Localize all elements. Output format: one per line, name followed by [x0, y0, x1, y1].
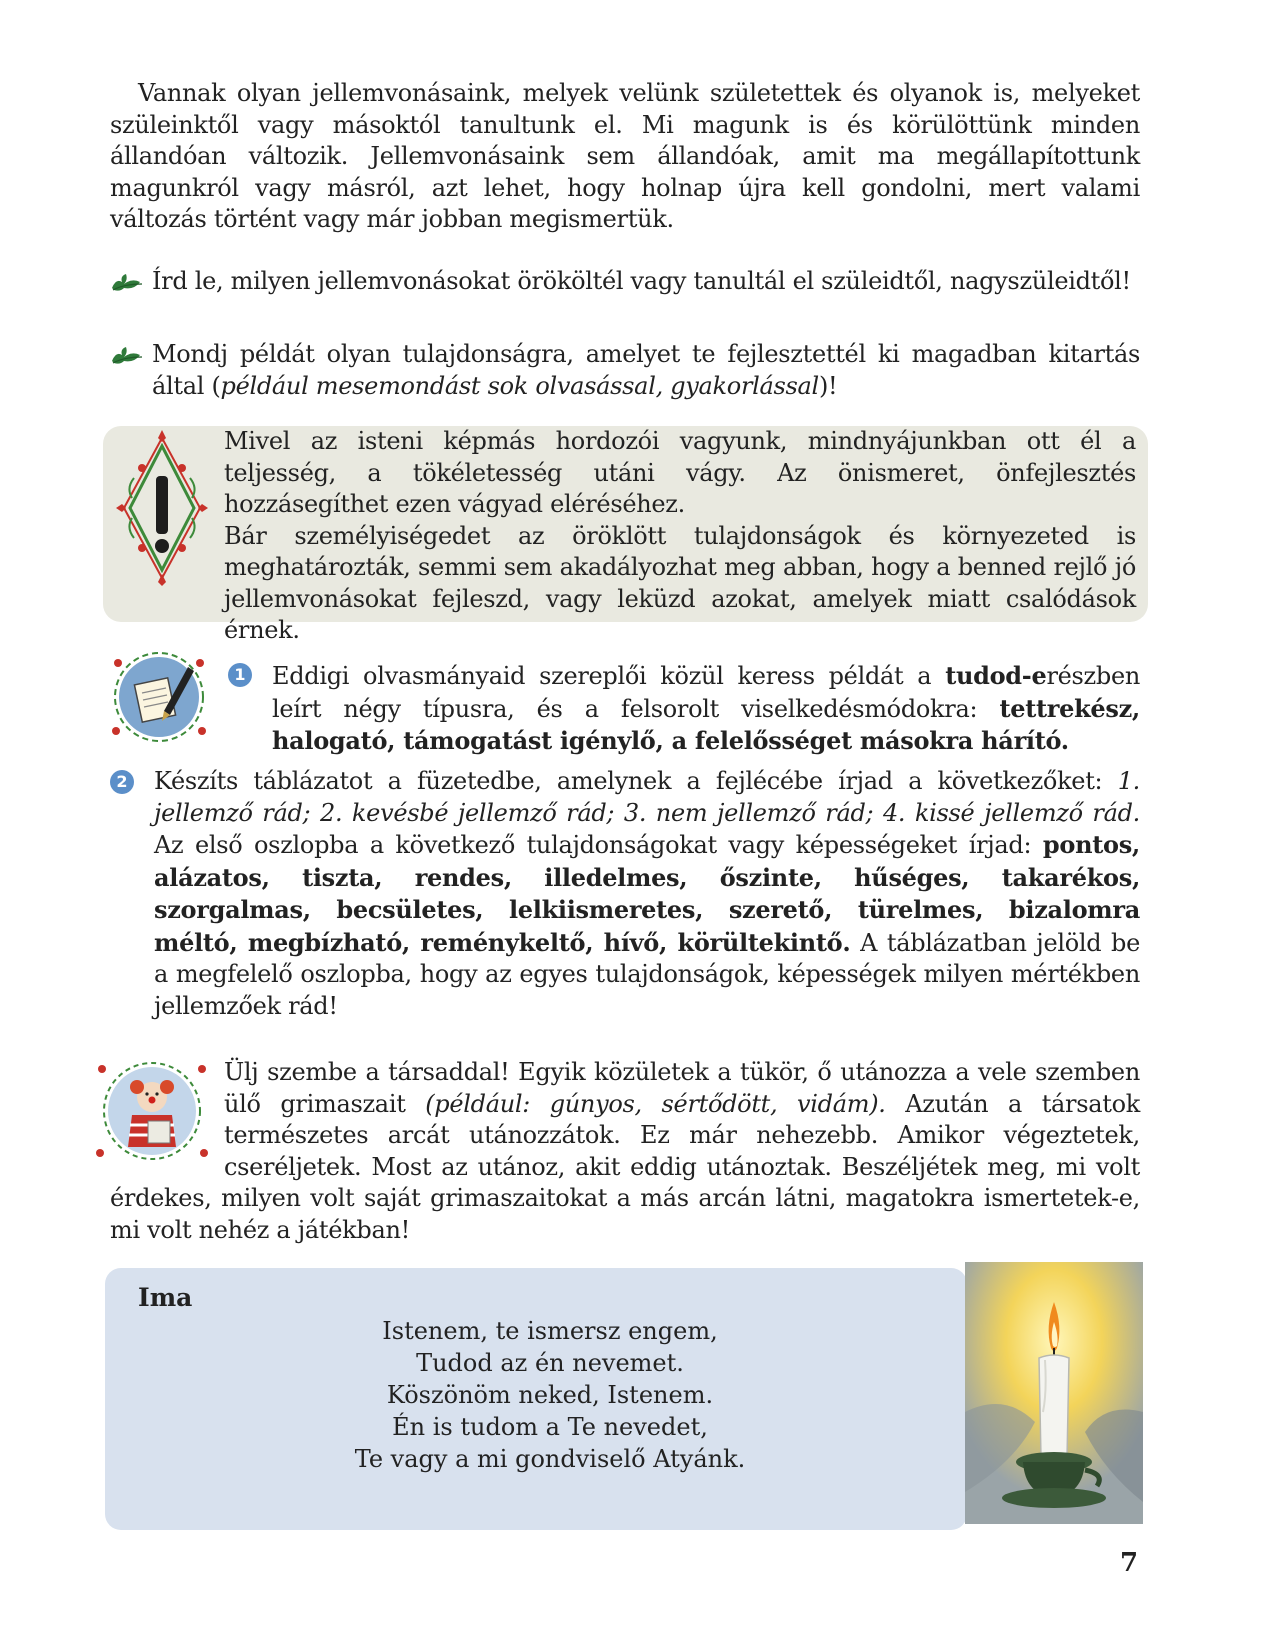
highlight-paragraph-1: Mivel az isteni képmás hordozói vagyunk, mindnyájunkban ott él a teljesség, a tökéletesség utáni vágy. Az önismeret, önfejlesztés hozzásegíthet ezen vágyad eléréséhez.: [224, 427, 1136, 518]
exercise-1-term: tudod-e: [945, 661, 1047, 690]
candle-illustration-icon: [965, 1262, 1143, 1524]
game-text: [110, 1057, 1140, 1246]
exercise-1-behaviours: tettrekész, halogató, támogatást igénylő, a felelősséget másokra hárító.: [272, 693, 1140, 755]
game-text-intro: Ülj szembe a társaddal! Egyik közületek a tükör, ő utánozza a vele szemben ülő grimaszait: [224, 1058, 1140, 1118]
intro-paragraph: Vannak olyan jellemvonásaink, melyek velünk születettek és olyanok is, melyeket szüleinktől vagy másoktól tanultunk el. Mi magunk is és körülöttünk minden állandóan változik. Jellemvonásaink sem állandóak, amit ma megállapítottunk magunkról vagy másról, azt lehet, hogy holnap újra kell gondolni, mert valami változás történt vagy már jobban megismertük.: [110, 79, 1140, 233]
task-item-2: [110, 339, 1140, 402]
exercise-2-traits: pontos, alázatos, tiszta, rendes, illedelmes, őszinte, hűséges, takarékos, szorgalmas, becsületes, lelkiismeretes, szerető, türelmes, bizalomra méltó, megbízható, reménykeltő, hívő, körültekintő.: [154, 830, 1140, 957]
prayer-title: Ima: [138, 1283, 193, 1312]
game-text-examples: (például: gúnyos, sértődött, vidám).: [425, 1089, 886, 1118]
game-instructions: [110, 1057, 1140, 1246]
task-item-1: [110, 266, 1140, 298]
prayer-line: Istenem, te ismersz engem,: [382, 1317, 718, 1345]
exercise-2-headers: 1. jellemző rád; 2. kevésbé jellemző rád; 3. nem jellemző rád; 4. kissé jellemző rád.: [154, 767, 1140, 827]
writing-pen-ornament-icon: [104, 645, 214, 745]
exclamation-ornament-icon: [112, 428, 212, 588]
game-text-rest: Azután a társatok természetes arcát utánozzátok. Ez már nehezebb. Amikor végeztetek, cseréljetek. Most az utánoz, akit eddig utánoztak. Beszéljétek meg, mi volt érdekes, milyen volt saját grimaszaitokat a más arcán látni, magatokra ismertetek-e, mi volt nehéz a játékban!: [110, 1089, 1140, 1244]
exercise-2-middle: Az első oszlopba a következő tulajdonságokat vagy képességeket írjad:: [154, 831, 1043, 859]
exercise-1-intro: Eddigi olvasmányaid szereplői közül keress példát a: [272, 662, 946, 690]
highlight-box-text: [224, 426, 1136, 647]
exercise-2-end: A táblázatban jelöld be a megfelelő oszlopba, hogy az egyes tulajdonságok, képességek milyen mértékben jellemzőek rád!: [154, 928, 1140, 1020]
exercise-number-1: 1: [228, 663, 252, 687]
task-text-2-start: Mondj példát olyan tulajdonságra, amelyet te fejlesztettél ki magadban kitartás által (: [152, 340, 1140, 400]
prayer-line: Köszönöm neked, Istenem.: [386, 1381, 714, 1409]
prayer-lines: [290, 1315, 810, 1475]
highlight-paragraph-2: Bár személyiségedet az öröklött tulajdonságok és környezeted is meghatározták, semmi sem akadályozhat meg abban, hogy a benned rejlő jó jellemvonásokat fejleszd, vagy leküzd azokat, amelyek miatt csalódások érnek.: [224, 521, 1136, 644]
leaf-bullet-icon: [110, 272, 146, 294]
task-text-1: Írd le, milyen jellemvonásokat örököltél vagy tanultál el szüleidtől, nagyszüleidtől!: [152, 267, 1131, 295]
exercise-1-text: [272, 660, 1140, 758]
exercise-number-2: 2: [110, 770, 134, 794]
task-text-2-example: például mesemondást sok olvasással, gyakorlással: [220, 371, 819, 400]
prayer-line: Tudod az én nevemet.: [416, 1349, 684, 1377]
page-number: 7: [1120, 1548, 1139, 1578]
prayer-line: Te vagy a mi gondviselő Atyánk.: [354, 1445, 746, 1473]
task-text-2-end: )!: [818, 371, 838, 400]
exercise-2-intro: Készíts táblázatot a füzetedbe, amelynek a fejlécébe írjad a következőket:: [154, 767, 1118, 795]
prayer-line: Én is tudom a Te nevedet,: [392, 1413, 708, 1441]
exercise-2-text: [154, 766, 1140, 1022]
task-text-2: [152, 339, 1140, 402]
leaf-bullet-icon: [110, 345, 146, 367]
exercise-1-middle: részben leírt négy típusra, és a felsorolt viselkedésmódokra:: [272, 662, 1140, 723]
